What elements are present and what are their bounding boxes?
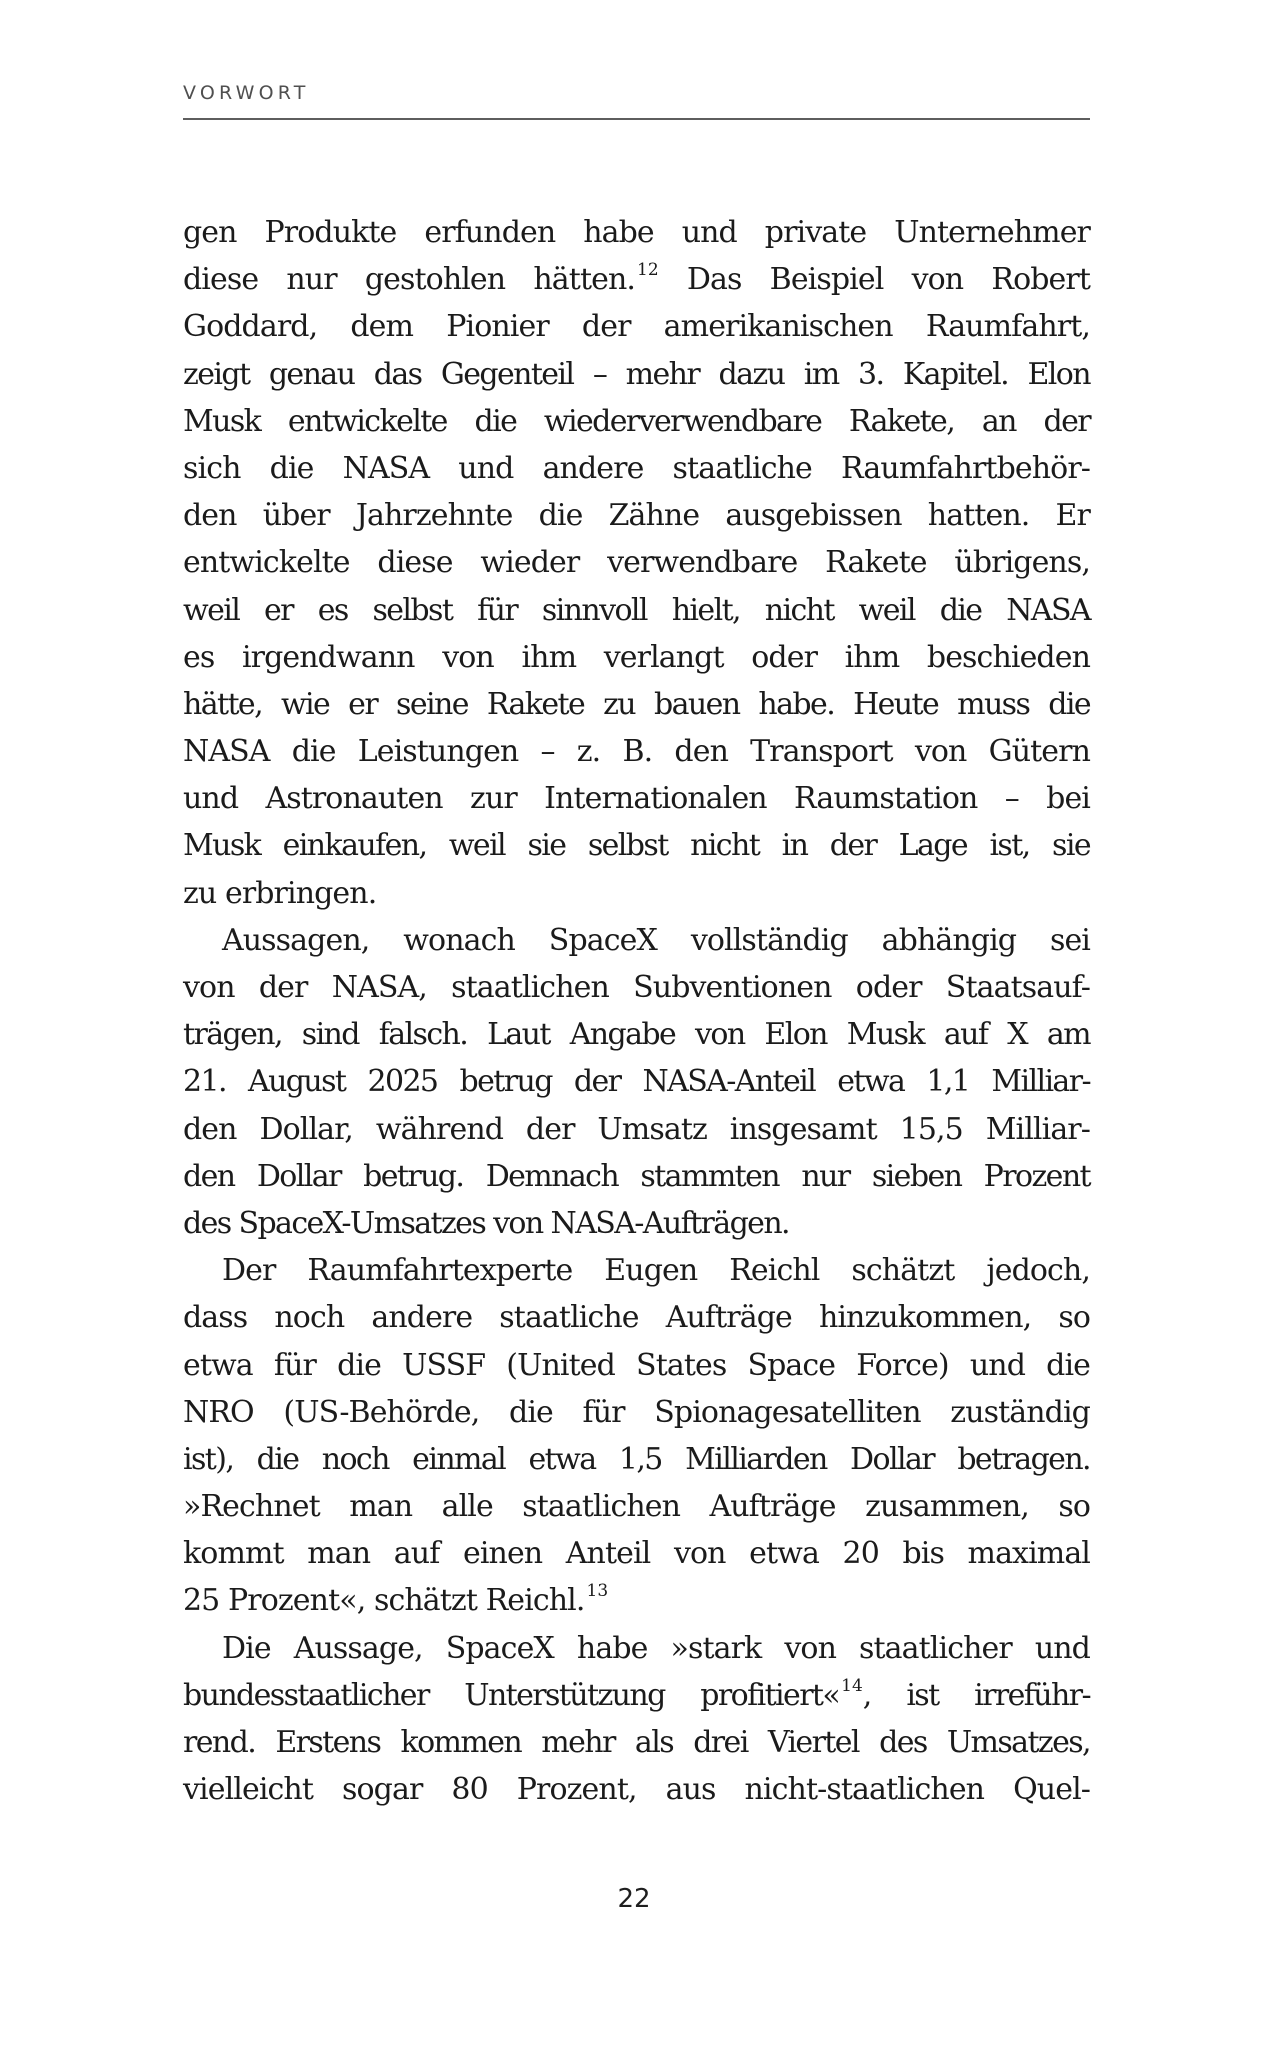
text-line xyxy=(183,1058,1090,1105)
line-text: sich die NASA und andere staatliche Raumfahrtbehör- xyxy=(183,450,1090,486)
line-text: von der NASA, staatlichen Subventionen oder Staatsauf- xyxy=(183,970,1090,1005)
running-head: VORWORT xyxy=(183,82,310,104)
text-line xyxy=(183,1106,1090,1153)
line-text: Die Aussage, SpaceX habe »stark von staatlicher und xyxy=(222,1630,1090,1666)
text-line xyxy=(183,1011,1090,1058)
line-text: bundesstaatlicher Unterstützung profitiert« xyxy=(183,1677,840,1713)
text-line xyxy=(183,539,1090,586)
text-line xyxy=(183,681,1090,728)
line-text: NASA die Leistungen – z. B. den Transport von Gütern xyxy=(183,734,1090,770)
line-text: , ist irreführ- xyxy=(862,1677,1090,1713)
line-text: rend. Erstens kommen mehr als drei Viertel des Umsatzes, xyxy=(183,1725,1090,1760)
line-text: den Dollar betrug. Demnach stammten nur sieben Prozent xyxy=(183,1158,1090,1194)
line-text: den Dollar, während der Umsatz insgesamt 15,5 Milliar- xyxy=(183,1111,1090,1147)
text-line xyxy=(183,1153,1090,1200)
footnote-marker[interactable]: 14 xyxy=(841,1675,863,1696)
text-line xyxy=(183,1530,1090,1577)
text-line xyxy=(183,1247,1090,1294)
line-text: 21. August 2025 betrug der NASA-Anteil etwa 1,1 Milliar- xyxy=(183,1064,1090,1100)
text-line xyxy=(183,728,1090,775)
line-text: trägen, sind falsch. Laut Angabe von Elon Musk auf X am xyxy=(183,1017,1090,1053)
line-text: Der Raumfahrtexperte Eugen Reichl schätzt jedoch, xyxy=(222,1253,1090,1289)
paragraph xyxy=(183,1625,1090,1814)
text-line xyxy=(183,445,1090,492)
line-text: Goddard, dem Pionier der amerikanischen Raumfahrt, xyxy=(183,309,1090,345)
line-text: etwa für die USSF (United States Space Force) und die xyxy=(183,1347,1090,1383)
text-line xyxy=(183,1200,1090,1247)
text-line xyxy=(183,1719,1090,1766)
text-line xyxy=(183,870,1090,917)
line-text: gen Produkte erfunden habe und private Unternehmer xyxy=(183,215,1090,250)
line-text: es irgendwann von ihm verlangt oder ihm beschieden xyxy=(183,639,1090,675)
line-text: entwickelte diese wieder verwendbare Rakete übrigens, xyxy=(183,545,1090,581)
line-text: Musk einkaufen, weil sie selbst nicht in der Lage ist, sie xyxy=(183,828,1090,864)
line-text: zeigt genau das Gegenteil – mehr dazu im 3. Kapitel. Elon xyxy=(183,356,1090,392)
line-text: Aussagen, wonach SpaceX vollständig abhängig sei xyxy=(222,922,1090,958)
line-text: zu erbringen. xyxy=(183,875,377,911)
line-text: Das Beispiel von Robert xyxy=(658,262,1091,298)
text-line xyxy=(183,1294,1090,1341)
text-line xyxy=(183,1577,1090,1624)
header-rule xyxy=(183,118,1090,120)
text-line xyxy=(183,398,1090,445)
line-text: »Rechnet man alle staatlichen Aufträge zusammen, so xyxy=(183,1489,1090,1525)
line-text: kommt man auf einen Anteil von etwa 20 bis maximal xyxy=(183,1536,1090,1572)
text-line xyxy=(183,1389,1090,1436)
text-line xyxy=(183,634,1090,681)
text-line xyxy=(183,1766,1090,1813)
paragraph xyxy=(183,209,1090,917)
page-number: 22 xyxy=(617,1884,651,1914)
line-text: den über Jahrzehnte die Zähne ausgebissen hatten. Er xyxy=(183,498,1090,534)
text-line xyxy=(183,775,1090,822)
line-text: vielleicht sogar 80 Prozent, aus nicht-staatlichen Quel- xyxy=(183,1772,1090,1808)
footnote-marker[interactable]: 12 xyxy=(637,260,659,281)
text-line xyxy=(183,256,1090,303)
body-text xyxy=(183,209,1090,1813)
text-line xyxy=(183,587,1090,634)
text-line xyxy=(183,964,1090,1011)
line-text: ist), die noch einmal etwa 1,5 Milliarden Dollar betragen. xyxy=(183,1441,1090,1477)
text-line xyxy=(183,1672,1090,1719)
line-text: und Astronauten zur Internationalen Raumstation – bei xyxy=(183,781,1090,817)
text-line xyxy=(183,917,1090,964)
paragraph xyxy=(183,917,1090,1247)
line-text: 25 Prozent«, schätzt Reichl. xyxy=(183,1583,585,1619)
text-line xyxy=(183,1625,1090,1672)
line-text: hätte, wie er seine Rakete zu bauen habe. Heute muss die xyxy=(183,686,1090,722)
text-line xyxy=(183,351,1090,398)
text-line xyxy=(183,822,1090,869)
text-line xyxy=(183,303,1090,350)
text-line xyxy=(183,1342,1090,1389)
line-text: des SpaceX-Umsatzes von NASA-Aufträgen. xyxy=(183,1205,789,1241)
text-line xyxy=(183,209,1090,256)
footnote-marker[interactable]: 13 xyxy=(586,1581,609,1602)
line-text: diese nur gestohlen hätten. xyxy=(183,262,636,298)
line-text: Musk entwickelte die wiederverwendbare Rakete, an der xyxy=(183,403,1090,439)
paragraph xyxy=(183,1247,1090,1625)
line-text: NRO (US-Behörde, die für Spionagesatelliten zuständig xyxy=(183,1394,1090,1430)
line-text: dass noch andere staatliche Aufträge hinzukommen, so xyxy=(183,1300,1090,1336)
text-line xyxy=(183,1436,1090,1483)
text-line xyxy=(183,492,1090,539)
line-text: weil er es selbst für sinnvoll hielt, nicht weil die NASA xyxy=(183,592,1090,628)
text-line xyxy=(183,1483,1090,1530)
